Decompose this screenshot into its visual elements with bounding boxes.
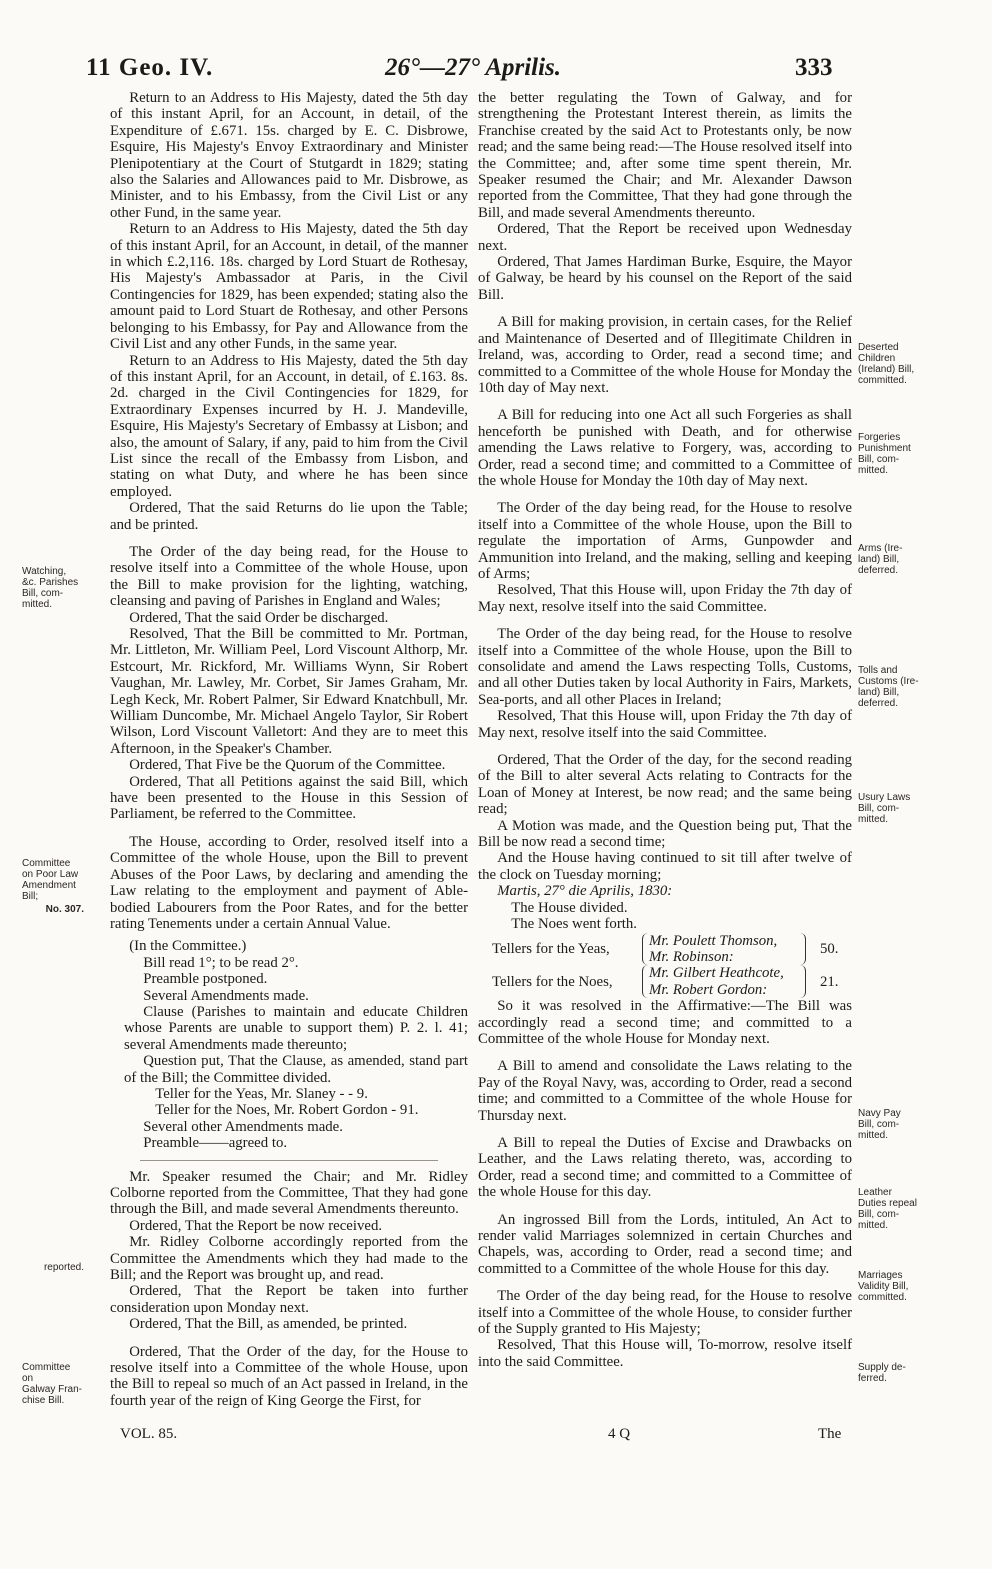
paragraph: Return to an Address to His Majesty, dated the 5th day of this instant April, for an Account, in detail, of £.163. 8s. 2d. charged in the Civil Contingencies for 1829, for Extraordinary Expenses incurred by H. J. Mandeville, Esquire, His Majesty's Secretary of Embassy at Lisbon; and also, the amount of Salary, if any, paid to him from the Civil List since the recall of the Embassy from Lisbon, and stating on what Duty, and where he has been since employed. (110, 352, 468, 500)
margin-line: Amendment (22, 880, 76, 891)
margin-line: Arms (Ire- (858, 543, 903, 554)
paragraph: Ordered, That the Report be now received. (129, 1217, 383, 1234)
margin-note-usury (858, 792, 936, 825)
volume-label: VOL. 85. (120, 1426, 178, 1442)
paragraph: Ordered, That the Report be taken into further consideration upon Monday next. (110, 1283, 468, 1316)
division-line: The Noes went forth. (511, 916, 637, 933)
teller-name: Mr. Robinson: (649, 948, 734, 965)
margin-line: Bill, com- (858, 454, 900, 465)
paragraph: And the House having continued to sit till after twelve of the clock on Tuesday morning; (478, 850, 852, 883)
margin-line: Punishment (858, 443, 911, 454)
margin-note-poor-law (22, 858, 84, 915)
margin-line: committed. (858, 375, 907, 386)
margin-note-arms (858, 543, 936, 576)
signature-mark: 4 Q (608, 1426, 631, 1442)
paragraph: Ordered, That the Order of the day, for the second reading of the Bill to alter several Acts relating to Contracts for the Loan of Money at Interest, be now read; and the same being read; (478, 752, 852, 818)
tellers-yeas (478, 933, 852, 966)
margin-line: mitted. (22, 599, 53, 610)
paragraph: Resolved, That this House will, To-morrow, resolve itself into the said Committee. (478, 1337, 852, 1370)
margin-line: No. 307. (45, 904, 84, 915)
margin-note-navy (858, 1108, 936, 1141)
committee-line: Several Amendments made. (143, 987, 309, 1004)
margin-note-leather (858, 1187, 936, 1231)
margin-line: Committee on (22, 1362, 71, 1384)
margin-line: Children (858, 353, 896, 364)
committee-line: Clause (Parishes to maintain and educate Children whose Parents are unable to support them) P. 2. l. 41; several Amendments made thereunto; (124, 1003, 468, 1053)
paragraph: The Order of the day being read, for the House to resolve itself into a Committee of the whole House, upon the Bill to consolidate and amend the Laws respecting Tolls, Customs, and all other Duties taken by local Authority in Fairs, Markets, Sea-ports, and all other Places in Ireland; (478, 626, 852, 708)
margin-line: Bill, com- (22, 588, 64, 599)
margin-line: Leather (858, 1187, 892, 1198)
paragraph: Ordered, That the Bill, as amended, be printed. (129, 1316, 408, 1333)
margin-line: Committee (22, 858, 71, 869)
paragraph: A Bill for making provision, in certain cases, for the Relief and Maintenance of Deserted and of Illegitimate Children in Ireland, was, according to Order, read a second time; and committed to a Committee of the whole House for Monday the 10th day of May next. (478, 314, 852, 396)
margin-line: Supply de- (858, 1362, 906, 1373)
paragraph: The Order of the day being read, for the House to resolve itself into a Committee of the whole House, upon the Bill to make provision for the lighting, watching, cleansing and paving of Parishes in England and Wales; (110, 543, 468, 610)
tellers-noes (478, 965, 852, 998)
margin-line: &c. Parishes (22, 577, 79, 588)
margin-note-tolls (858, 665, 936, 709)
header-dates: 26°—27° Aprilis. (385, 54, 562, 81)
paragraph: Return to an Address to His Majesty, dated the 5th day of this instant April, for an Account, in detail, of the Expenditure of £.671. 15s. charged by E. C. Disbrowe, Esquire, His Majesty's Envoy Extraordinary and Minister Plenipotentiary at the Court of Stutgardt in 1829; stating also the Salaries and Allowances paid to Mr. Disbrowe, as Minister, and to his Embassy, from the Civil List or any other Fund, in the same year. (110, 90, 468, 221)
margin-line: Validity Bill, (858, 1281, 909, 1292)
paragraph: Ordered, That the Report be received upon Wednesday next. (478, 221, 852, 254)
margin-line: Marriages (858, 1270, 903, 1281)
margin-note-marriages (858, 1270, 936, 1303)
margin-line: Bill, com- (858, 1209, 900, 1220)
margin-line: land) Bill, (858, 687, 900, 698)
committee-heading: (In the Committee.) (129, 938, 247, 955)
noes-count: 21. (820, 973, 839, 990)
paragraph: Ordered, That all Petitions against the said Bill, which have been presented to the House in this Session of Parliament, be referred to the Committee. (110, 773, 468, 823)
tellers-noes-label: Tellers for the Noes, (492, 973, 613, 990)
margin-line: (Ireland) Bill, (858, 364, 915, 375)
margin-line: Deserted (858, 342, 899, 353)
margin-line: Bill, com- (858, 803, 900, 814)
divider (140, 1160, 438, 1161)
catchword: The (818, 1426, 842, 1442)
committee-line: Preamble——agreed to. (143, 1135, 288, 1152)
paragraph: An ingrossed Bill from the Lords, intituled, An Act to render valid Marriages solemnized in certain Churches and Chapels, was, according to Order, read a second time; and committed to a Committee of the whole House for this day. (478, 1211, 852, 1277)
margin-line: on Poor Law (22, 869, 79, 880)
margin-line: Bill; (22, 891, 39, 902)
paragraph: A Bill to amend and consolidate the Laws relating to the Pay of the Royal Navy, was, according to Order, read a second time; and committed to a Committee of the whole House for Thursday next. (478, 1058, 852, 1124)
paragraph: The Order of the day being read, for the House to resolve itself into a Committee of the whole House, to consider further of the Supply granted to His Majesty; (478, 1288, 852, 1338)
division-date: Martis, 27° die Aprilis, 1830: (497, 883, 673, 900)
margin-line: Forgeries (858, 432, 901, 443)
paragraph: A Bill for reducing into one Act all such Forgeries as shall henceforth be punished with Death, and for otherwise amending the Laws relative to Forgery, was, according to Order, read a second time; and committed to a Committee of the whole House for Monday the 10th day of May next. (478, 407, 852, 489)
paragraph: The Order of the day being read, for the House to resolve itself into a Committee of the whole House, upon the Bill to regulate the importation of Arms, Gunpowder and Ammunition into Ireland, and the making, selling and keeping of Arms; (478, 500, 852, 582)
committee-line: Several other Amendments made. (143, 1118, 343, 1135)
margin-note-watching (22, 566, 84, 610)
paragraph: Ordered, That the said Order be discharged. (129, 609, 389, 626)
header-regnal-year: 11 Geo. IV. (86, 54, 214, 81)
committee-line: Teller for the Noes, Mr. Robert Gordon - 91. (155, 1102, 419, 1119)
paragraph: A Motion was made, and the Question being put, That the Bill be now read a second time; (478, 817, 852, 851)
margin-line: Usury Laws (858, 792, 911, 803)
paragraph: Resolved, That this House will, upon Friday the 7th day of May next, resolve itself into the said Committee. (478, 582, 852, 615)
paragraph: Resolved, That this House will, upon Friday the 7th day of May next, resolve itself into the said Committee. (478, 708, 852, 741)
committee-line: Preamble postponed. (143, 971, 268, 988)
margin-line: mitted. (858, 814, 889, 825)
margin-line: Bill, com- (858, 1119, 900, 1130)
paragraph: Mr. Speaker resumed the Chair; and Mr. Ridley Colborne reported from the Committee, That they had gone through the Bill, and made several Amendments thereunto. (110, 1168, 468, 1218)
margin-line: deferred. (858, 565, 899, 576)
paragraph: Mr. Ridley Colborne accordingly reported from the Committee the Amendments which they had made to the Bill; and the Report was brought up, and read. (110, 1234, 468, 1284)
margin-line: Customs (Ire- (858, 676, 919, 687)
margin-line: committed. (858, 1292, 907, 1303)
teller-name: Mr. Robert Gordon: (649, 981, 768, 998)
margin-line: mitted. (858, 465, 889, 476)
committee-line: Teller for the Yeas, Mr. Slaney - - 9. (155, 1085, 368, 1102)
paragraph: Ordered, That James Hardiman Burke, Esquire, the Mayor of Galway, be heard by his counsel on the Report of the said Bill. (478, 254, 852, 303)
committee-line: Question put, That the Clause, as amended, stand part of the Bill; the Committee divided. (124, 1053, 468, 1086)
margin-line: chise Bill. (22, 1395, 65, 1406)
margin-line: Duties repeal (858, 1198, 917, 1209)
right-column (478, 90, 852, 1370)
margin-line: Tolls and (858, 665, 898, 676)
paragraph: A Bill to repeal the Duties of Excise and Drawbacks on Leather, and the Laws relating thereto, was, according to Order, read a second time; and committed to a Committee of the whole House for this day. (478, 1134, 852, 1201)
tellers-yeas-names (642, 933, 806, 966)
paragraph: Return to an Address to His Majesty, dated the 5th day of this instant April, for an Account, in detail, of the manner in which £.2,116. 18s. charged by Lord Stuart de Rothesay, His Majesty's Ambassador at Paris, in the Civil Contingencies for 1829, has been expended; stating also the amount paid to Lord Stuart de Rothesay, and other Persons belonging to his Embassy, for Pay and Allowance from the Civil List and any other Funds, in the same year. (110, 221, 468, 353)
left-column (110, 90, 468, 1409)
margin-line: reported. (43, 1262, 84, 1273)
margin-line: Watching, (22, 566, 67, 577)
margin-line: Navy Pay (858, 1108, 901, 1119)
margin-line: ferred. (858, 1373, 887, 1384)
margin-note-galway (22, 1362, 84, 1406)
paragraph: The House, according to Order, resolved itself into a Committee of the whole House, upon the Bill to prevent Abuses of the Poor Laws, by declaring and amending the Law relating to the employment and payment of Able-bodied Labourers from the Poor Rates, and for the better rating Tenements under a certain Annual Value. (110, 833, 468, 932)
division-line: The House divided. (511, 899, 628, 916)
margin-line: mitted. (858, 1220, 889, 1231)
teller-name: Mr. Gilbert Heathcote, (649, 965, 784, 982)
margin-line: land) Bill, (858, 554, 900, 565)
margin-line: Galway Fran- (22, 1384, 83, 1395)
margin-note-forgeries (858, 432, 936, 476)
paragraph: Ordered, That Five be the Quorum of the Committee. (129, 757, 446, 774)
page-number: 333 (795, 54, 833, 81)
paragraph: Resolved, That the Bill be committed to Mr. Portman, Mr. Littleton, Mr. William Peel, Lord Viscount Althorp, Mr. Estcourt, Mr. Rickford, Mr. Williams Wynn, Sir Robert Vaughan, Mr. Lawley, Mr. Corbet, Sir James Graham, Mr. Legh Keck, Mr. Robert Palmer, Sir Edward Knatchbull, Mr. William Duncombe, Mr. Michael Angelo Taylor, Sir Robert Wilson, Lord Viscount Valletort: And they are to meet this Afternoon, in the Speaker's Chamber. (110, 626, 468, 757)
margin-line: mitted. (858, 1130, 889, 1141)
paragraph: So it was resolved in the Affirmative:—The Bill was accordingly read a second time; and committed to a Committee of the whole House for Monday next. (478, 998, 852, 1047)
tellers-yeas-label: Tellers for the Yeas, (492, 940, 610, 957)
paragraph: Ordered, That the Order of the day, for the House to resolve itself into a Committee of the whole House, upon the Bill to repeal so much of an Act passed in Ireland, in the fourth year of the reign of King George the First, for (110, 1343, 468, 1409)
teller-name: Mr. Poulett Thomson, (649, 932, 778, 949)
margin-note-deserted (858, 342, 936, 386)
yeas-count: 50. (820, 940, 839, 957)
margin-line: deferred. (858, 698, 899, 709)
margin-note-reported (22, 1262, 84, 1273)
paragraph: Ordered, That the said Returns do lie upon the Table; and be printed. (110, 500, 468, 533)
paragraph: the better regulating the Town of Galway, and for strengthening the Protestant Interest therein, as limits the Franchise created by the said Act to Protestants only, be now read; and the same being read:—The House resolved itself into the Committee; and, after some time spent therein, Mr. Speaker resumed the Chair; and Mr. Alexander Dawson reported from the Committee, That they had gone through the Bill, and made several Amendments thereunto. (478, 90, 852, 221)
tellers-noes-names (642, 965, 806, 998)
committee-line: Bill read 1°; to be read 2°. (143, 954, 299, 971)
margin-note-supply (858, 1362, 936, 1384)
